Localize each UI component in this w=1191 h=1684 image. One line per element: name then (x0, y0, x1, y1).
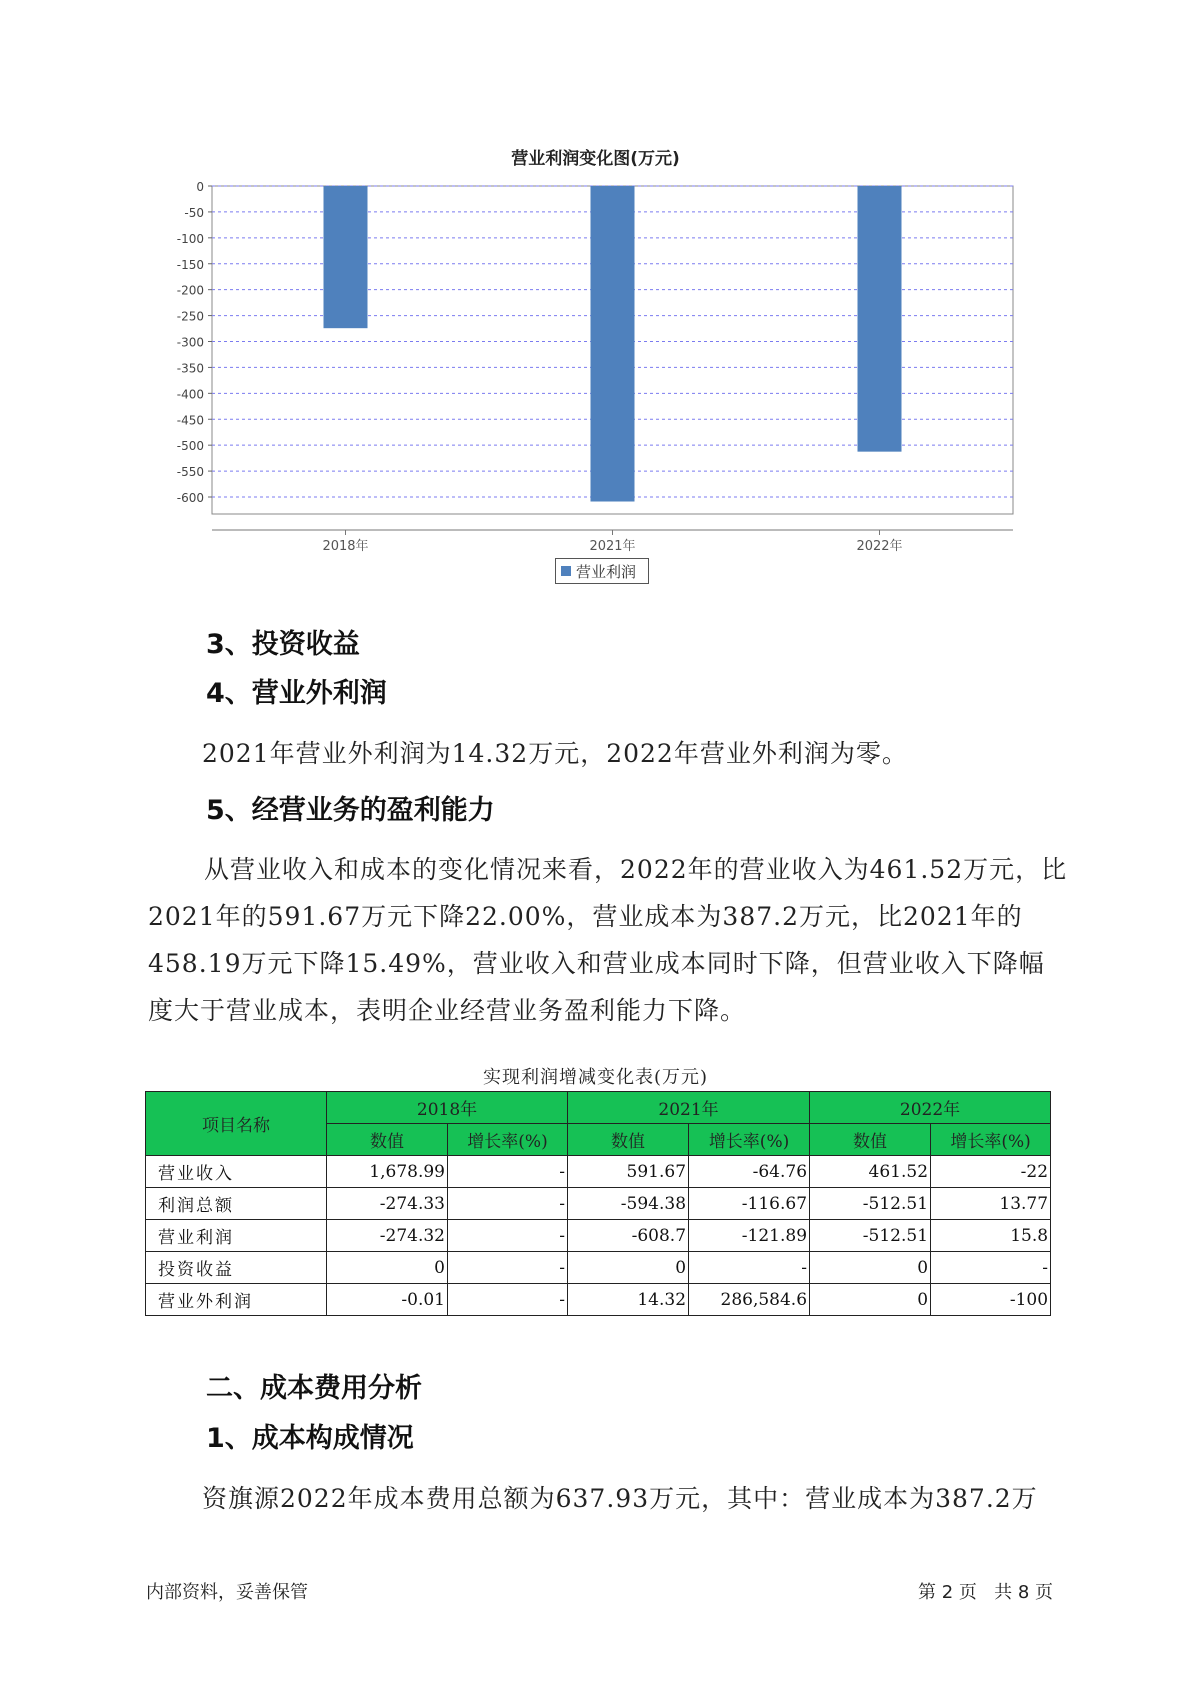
table-cell: -64.76 (689, 1156, 810, 1188)
table-subheader-growth: 增长率(%) (931, 1124, 1051, 1156)
table-cell: -512.51 (810, 1188, 931, 1220)
table-subheader-growth: 增长率(%) (689, 1124, 810, 1156)
bar (324, 186, 368, 328)
paragraph-profitability: 从营业收入和成本的变化情况来看，2022年的营业收入为461.52万元，比2021年的591.67万元下降22.00%，营业成本为387.2万元，比2021年的458.19万元下降15.49%，营业收入和营业成本同时下降，但营业收入下降幅度大于营业成本，表明企业经营业务盈利能力下降。 (148, 855, 1068, 1025)
table-cell: -594.38 (568, 1188, 689, 1220)
row-label: 利润总额 (146, 1188, 327, 1220)
y-tick-label: -450 (176, 413, 204, 428)
x-tick-label: 2018年 (322, 539, 369, 554)
table-cell: 1,678.99 (327, 1156, 448, 1188)
row-label: 营业外利润 (146, 1284, 327, 1316)
y-tick-label: -600 (176, 491, 204, 505)
table-cell: -100 (931, 1284, 1051, 1316)
profit-change-table (145, 1091, 1051, 1316)
table-header-year: 2018年 (327, 1092, 568, 1124)
chart-legend (555, 558, 649, 584)
bar (858, 186, 902, 452)
table-subheader-value: 数值 (568, 1124, 689, 1156)
row-label: 营业收入 (146, 1156, 327, 1188)
table-cell: 14.32 (568, 1284, 689, 1316)
table-row (146, 1252, 1051, 1284)
y-tick-label: 0 (196, 180, 204, 194)
table-header-year: 2021年 (568, 1092, 810, 1124)
table-cell: - (448, 1284, 568, 1316)
table-cell: -0.01 (327, 1284, 448, 1316)
table-caption: 实现利润增减变化表(万元) (482, 1067, 709, 1088)
legend-label: 营业利润 (576, 562, 637, 581)
table-subheader-growth: 增长率(%) (448, 1124, 568, 1156)
table-cell: 591.67 (568, 1156, 689, 1188)
table-cell: -116.67 (689, 1188, 810, 1220)
heading-cost-analysis: 二、成本费用分析 (206, 1373, 422, 1404)
y-tick-label: -300 (176, 335, 204, 350)
table-cell: 0 (810, 1252, 931, 1284)
y-tick-label: -550 (176, 465, 204, 480)
footer-page-number: 第 2 页 共 8 页 (918, 1582, 1053, 1603)
table-cell: -121.89 (689, 1220, 810, 1252)
y-tick-label: -400 (176, 387, 204, 402)
table-cell: -274.33 (327, 1188, 448, 1220)
row-label: 投资收益 (146, 1252, 327, 1284)
table-cell: 15.8 (931, 1220, 1051, 1252)
table-row (146, 1220, 1051, 1252)
heading-cost-structure: 1、成本构成情况 (206, 1423, 414, 1454)
legend-swatch (561, 566, 571, 576)
table-cell: - (931, 1252, 1051, 1284)
y-tick-label: -50 (184, 205, 204, 220)
table-cell: 0 (568, 1252, 689, 1284)
paragraph-cost-structure: 资旗源2022年成本费用总额为637.93万元，其中：营业成本为387.2万 (202, 1484, 1038, 1513)
table-cell: - (689, 1252, 810, 1284)
table-cell: - (448, 1156, 568, 1188)
chart-title: 营业利润变化图(万元) (511, 149, 680, 169)
table-cell: -512.51 (810, 1220, 931, 1252)
x-tick-label: 2022年 (856, 539, 903, 554)
y-tick-label: -200 (176, 283, 204, 298)
table-row (146, 1284, 1051, 1316)
x-tick-label: 2021年 (589, 539, 636, 554)
table-cell: 286,584.6 (689, 1284, 810, 1316)
table-cell: 0 (327, 1252, 448, 1284)
table-row (146, 1188, 1051, 1220)
row-label: 营业利润 (146, 1220, 327, 1252)
table-row (146, 1156, 1051, 1188)
y-tick-label: -500 (176, 439, 204, 454)
y-tick-label: -150 (176, 257, 204, 272)
table-cell: -22 (931, 1156, 1051, 1188)
table-cell: - (448, 1188, 568, 1220)
table-cell: -274.32 (327, 1220, 448, 1252)
table-header-year: 2022年 (810, 1092, 1051, 1124)
table-cell: 13.77 (931, 1188, 1051, 1220)
table-subheader-value: 数值 (327, 1124, 448, 1156)
table-cell: - (448, 1220, 568, 1252)
footer-confidential: 内部资料，妥善保管 (146, 1582, 308, 1603)
paragraph-non-operating-profit: 2021年营业外利润为14.32万元，2022年营业外利润为零。 (202, 739, 908, 768)
bar (591, 186, 635, 502)
y-tick-label: -100 (176, 231, 204, 246)
table-cell: - (448, 1252, 568, 1284)
table-header-item-name: 项目名称 (146, 1092, 327, 1156)
table-cell: 0 (810, 1284, 931, 1316)
heading-investment-income: 3、投资收益 (206, 629, 360, 660)
heading-non-operating-profit: 4、营业外利润 (206, 678, 387, 709)
table-subheader-value: 数值 (810, 1124, 931, 1156)
bar-chart (0, 0, 1191, 560)
y-tick-label: -250 (176, 309, 204, 324)
table-cell: -608.7 (568, 1220, 689, 1252)
y-tick-label: -350 (176, 361, 204, 376)
heading-profitability: 5、经营业务的盈利能力 (206, 795, 495, 826)
table-cell: 461.52 (810, 1156, 931, 1188)
